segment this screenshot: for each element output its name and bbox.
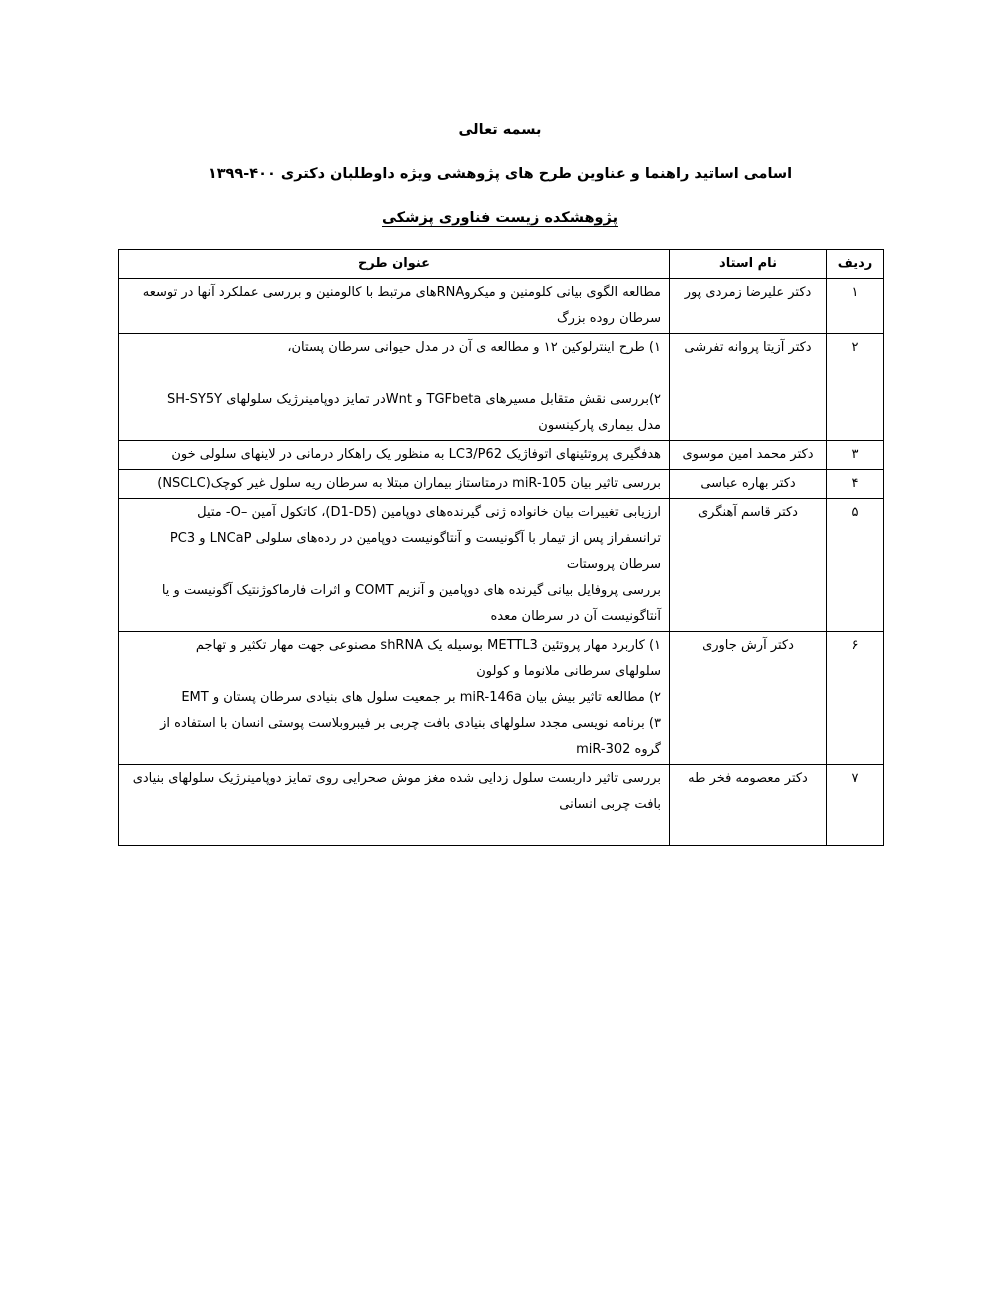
- project-title-line: ارزیابی تغییرات بیان خانواده ژنی گیرنده‌های دوپامین (D1-D5)، کاتکول آمین –O- متیل: [197, 505, 661, 520]
- table-row: [119, 470, 884, 499]
- project-title-line: ۳) برنامه نویسی مجدد سلولهای بنیادی بافت چربی بر فیبروبلاست پوستی انسان با استفاده از: [160, 716, 661, 731]
- professor-name: دکتر قاسم آهنگری: [670, 499, 827, 632]
- project-title-line: مدل بیماری پارکینسون: [538, 418, 661, 433]
- table-header-row: [119, 250, 884, 279]
- header-professor: نام استاد: [670, 250, 827, 279]
- row-number: ۴: [827, 470, 884, 499]
- project-title-line: بافت چربی انسانی: [559, 797, 661, 812]
- professor-name: دکتر معصومه فخر طه: [670, 765, 827, 846]
- project-title-line: ۲) مطالعه تاثیر بیش بیان miR-146a بر جمعیت سلول های بنیادی سرطان پستان و EMT: [181, 690, 661, 705]
- professor-name: دکتر بهاره عباسی: [670, 470, 827, 499]
- table-row: [119, 632, 884, 765]
- project-title-line: سرطان پروستات: [566, 557, 661, 572]
- table-row: [119, 334, 884, 441]
- professor-name: دکتر محمد امین موسوی: [670, 441, 827, 470]
- project-title-line: هدفگیری پروتئینهای اتوفاژیک LC3/P62 به منظور یک راهکار درمانی در لاینهای سلولی خون: [171, 447, 661, 462]
- project-title-line: ۱) طرح اینترلوکین ۱۲ و مطالعه ی آن در مدل حیوانی سرطان پستان،: [287, 340, 661, 355]
- table-row: [119, 765, 884, 846]
- table-row: [119, 441, 884, 470]
- projects-table: [118, 249, 884, 846]
- page-title: اسامی اساتید راهنما و عناوین طرح های پژوهشی ویژه داوطلبان دکتری ۴۰۰-۱۳۹۹: [207, 166, 793, 182]
- project-title: [119, 499, 670, 632]
- professor-name: دکتر آرش جاوری: [670, 632, 827, 765]
- project-title-line: ۲)بررسی نقش متقابل مسیرهای TGFbeta و Wntدر تمایز دوپامینرژیک سلولهای SH-SY5Y: [166, 392, 661, 407]
- project-title-line: سلولهای سرطانی ملانوما و کولون: [476, 664, 661, 679]
- row-number: ۲: [827, 334, 884, 441]
- project-title-line: ترانسفراز پس از تیمار با آگونیست و آنتاگونیست دوپامین در رده‌های سلولی LNCaP و PC3: [169, 531, 661, 546]
- row-number: ۷: [827, 765, 884, 846]
- project-title-line: سرطان روده بزرگ: [556, 311, 661, 326]
- row-number: ۱: [827, 279, 884, 334]
- row-number: ۵: [827, 499, 884, 632]
- row-number: ۶: [827, 632, 884, 765]
- project-title-line: [127, 818, 661, 844]
- project-title: [119, 279, 670, 334]
- project-title-line: ۱) کاربرد مهار پروتئین METTL3 بوسیله یک shRNA مصنوعی جهت مهار تکثیر و تهاجم: [195, 638, 661, 653]
- project-title-line: گروه miR-302: [576, 742, 661, 757]
- table-row: [119, 499, 884, 632]
- header-row-number: ردیف: [827, 250, 884, 279]
- project-title: [119, 765, 670, 846]
- institute-name: پژوهشکده زیست فناوری پزشکی: [381, 210, 619, 226]
- table-row: [119, 279, 884, 334]
- page-heading-bismillah: بسمه تعالی: [458, 122, 542, 138]
- project-title: [119, 441, 670, 470]
- project-title: [119, 334, 670, 441]
- table-body: [119, 279, 884, 846]
- project-title-line: بررسی تاثیر داربست سلول زدایی شده مغز موش صحرایی روی تمایز دوپامینرژیک سلولهای بنیادی: [132, 771, 661, 786]
- project-title-line: بررسی تاثیر بیان miR-105 درمتاستاز بیماران مبتلا به سرطان ریه سلول غیر کوچک(NSCLC): [157, 476, 661, 491]
- professor-name: دکتر آزیتا پروانه تفرشی: [670, 334, 827, 441]
- professor-name: دکتر علیرضا زمردی پور: [670, 279, 827, 334]
- project-title-line: [127, 361, 661, 387]
- project-title-line: بررسی پروفایل بیانی گیرنده های دوپامین و آنزیم COMT و اثرات فارماکوژنتیک آگونیست و یا: [161, 583, 661, 598]
- project-title-line: مطالعه الگوی بیانی کلومنین و میکروRNAهای مرتبط با کالومنین و بررسی عملکرد آنها در توسعه: [142, 285, 661, 300]
- project-title-line: آنتاگونیست آن در سرطان معده: [490, 609, 661, 624]
- row-number: ۳: [827, 441, 884, 470]
- project-title: [119, 470, 670, 499]
- header-title: عنوان طرح: [119, 250, 670, 279]
- project-title: [119, 632, 670, 765]
